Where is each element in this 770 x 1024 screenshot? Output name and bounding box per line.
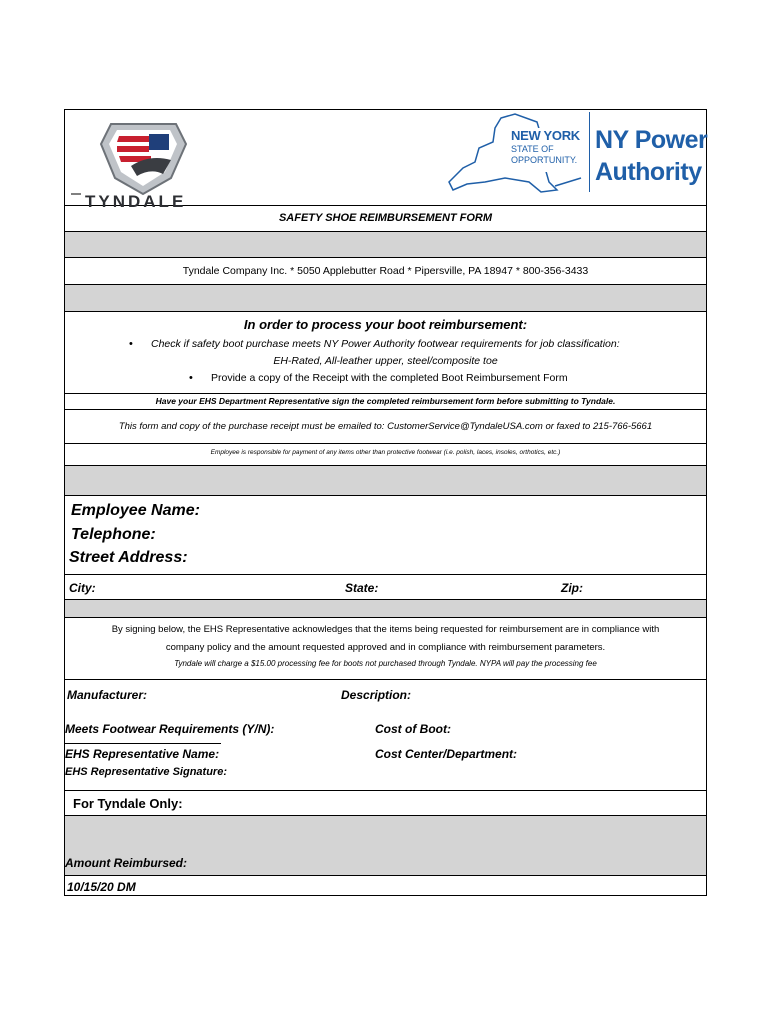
logo-row [65, 110, 708, 211]
bullet-1-continuation: EH-Rated, All-leather upper, steel/composite toe [273, 355, 498, 367]
nypa-line2: Authority [595, 158, 702, 186]
cost-of-boot-label[interactable]: Cost of Boot: [375, 722, 451, 736]
reimbursement-form [64, 109, 707, 896]
ny-logo [445, 112, 708, 202]
address-row [65, 258, 706, 285]
tyndale-logo [71, 116, 221, 211]
tyndale-only-heading: For Tyndale Only: [73, 796, 183, 811]
gray-band-1 [65, 232, 706, 258]
ehs-divider [65, 743, 221, 744]
ehs-note-row [65, 394, 706, 410]
zip-label[interactable]: Zip: [561, 581, 583, 595]
employee-block [65, 496, 706, 574]
tyndale-only-gray-area [65, 816, 706, 876]
amount-reimbursed-label[interactable]: Amount Reimbursed: [65, 856, 188, 870]
employee-name-label[interactable]: Employee Name: [71, 502, 200, 519]
telephone-label[interactable]: Telephone: [71, 526, 156, 543]
bullet-2-text: Provide a copy of the Receipt with the completed Boot Reimbursement Form [211, 372, 568, 384]
processing-fee-note: Tyndale will charge a $15.00 processing fee for boots not purchased through Tyndale. NYPA will pay the processing fee [174, 659, 597, 668]
responsibility-note: Employee is responsible for payment of any items other than protective footwear (i.e. polish, laces, insoles, orthotics, etc.) [210, 449, 561, 456]
email-note: This form and copy of the purchase receipt must be emailed to: CustomerService@TyndaleUSA.com or faxed to 215-766-5661 [118, 421, 653, 432]
city-row [65, 574, 706, 600]
state-label[interactable]: State: [345, 581, 379, 595]
cost-center-label[interactable]: Cost Center/Department: [375, 747, 518, 761]
tyndale-wordmark: TYNDALE [85, 192, 187, 211]
company-address: Tyndale Company Inc. * 5050 Applebutter Road * Pipersville, PA 18947 * 800-356-3433 [182, 265, 589, 277]
responsibility-row [65, 444, 706, 466]
city-label[interactable]: City: [69, 581, 96, 595]
manufacturer-label[interactable]: Manufacturer: [67, 688, 148, 702]
tyndale-only-row [65, 790, 706, 816]
bullet-1-dot: • [129, 338, 133, 350]
street-address-label[interactable]: Street Address: [69, 549, 188, 566]
meets-requirements-label[interactable]: Meets Footwear Requirements (Y/N): [65, 722, 275, 736]
revision-stamp: 10/15/20 DM [67, 880, 136, 894]
ack-line-1: By signing below, the EHS Representative acknowledges that the items being requested for reimbursement are in compliance with [111, 624, 660, 635]
ehs-signature-label[interactable]: EHS Representative Signature: [65, 766, 227, 778]
instructions-heading: In order to process your boot reimbursement: [243, 317, 528, 332]
ack-line-2: company policy and the amount requested approved and in compliance with reimbursement parameters. [165, 642, 606, 653]
bullet-2-dot: • [189, 372, 193, 384]
description-label[interactable]: Description: [341, 688, 412, 702]
gray-band-3 [65, 466, 706, 496]
title-row [65, 206, 706, 232]
ny-logo-line1: NEW YORK [511, 128, 580, 143]
gray-band-2 [65, 285, 706, 312]
ehs-note: Have your EHS Department Representative sign the completed reimbursement form before submitting to Tyndale. [155, 396, 616, 406]
ny-logo-line3: OPPORTUNITY. [511, 155, 578, 165]
revision-row [65, 876, 706, 896]
instructions-block [65, 312, 706, 394]
ny-logo-divider [589, 112, 590, 192]
acknowledgement-block [65, 618, 706, 680]
ehs-rep-name-label[interactable]: EHS Representative Name: [65, 747, 220, 761]
ny-logo-line2: STATE OF [511, 144, 554, 154]
nypa-line1: NY Power [595, 126, 708, 154]
gray-band-4 [65, 600, 706, 618]
bullet-1-text: Check if safety boot purchase meets NY Power Authority footwear requirements for job classification: [151, 338, 620, 350]
boot-details-block [65, 680, 706, 790]
email-note-row [65, 410, 706, 444]
form-title: SAFETY SHOE REIMBURSEMENT FORM [278, 212, 493, 224]
